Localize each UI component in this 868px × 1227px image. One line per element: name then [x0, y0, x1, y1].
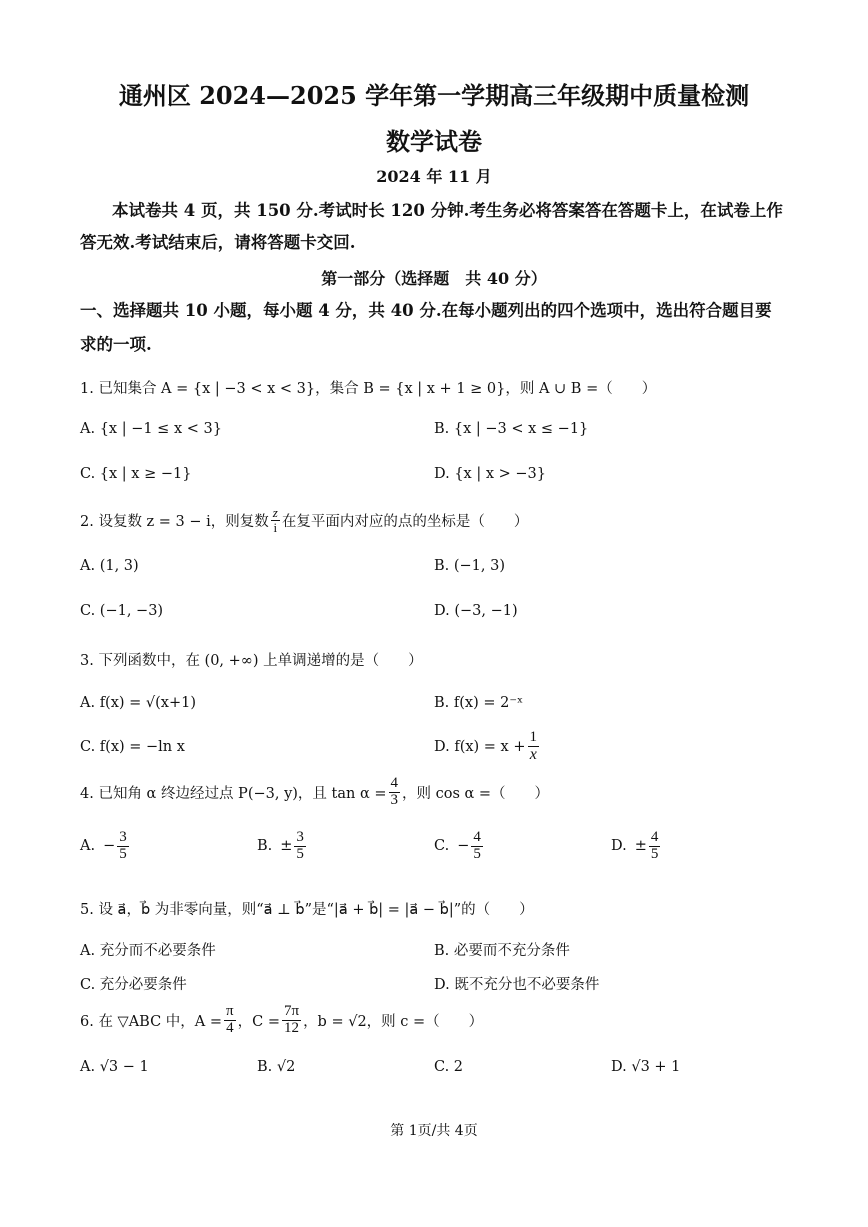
question-4-fraction [389, 776, 401, 809]
question-3-option-c: C. f(x) = −ln x [80, 739, 185, 755]
question-2-fraction [271, 506, 280, 534]
question-6-stem-post: ，b = √2，则 c =（ ） [303, 1013, 484, 1030]
fraction-denominator: 5 [119, 845, 127, 862]
question-1-option-d: D. {x | x > −3} [434, 466, 546, 482]
option-sign: − [457, 838, 470, 855]
option-sign: ± [280, 838, 293, 855]
fraction-denominator: 5 [296, 845, 304, 862]
question-2-option-a: A. (1, 3) [80, 558, 139, 574]
fraction-numerator: 4 [473, 829, 481, 845]
question-6-stem-pre: 6. 在 ▽ABC 中，A = [80, 1013, 223, 1030]
option-label: B. [257, 838, 273, 855]
question-1-stem: 1. 已知集合 A = {x | −3 < x < 3}，集合 B = {x | x + 1 ≥ 0}，则 A ∪ B =（ ） [80, 381, 657, 397]
instructions-line-2: 答无效.考试结束后，请将答题卡交回. [80, 233, 356, 252]
fraction-numerator: 1 [529, 729, 537, 745]
page-number: 第 1页/共 4页 [390, 1123, 478, 1139]
question-5-option-d: D. 既不充分也不必要条件 [434, 977, 600, 993]
question-2-stem [80, 506, 528, 534]
question-1-option-a: A. {x | −1 ≤ x < 3} [80, 421, 222, 437]
question-2-option-d: D. (−3, −1) [434, 603, 518, 619]
question-2-option-c: C. (−1, −3) [80, 603, 164, 619]
option-d-fraction [528, 730, 540, 764]
question-4-stem-pre: 4. 已知角 α 终边经过点 P(−3, y)，且 tan α = [80, 785, 387, 802]
section-instructions-line-1: 一、选择题共 10 小题，每小题 4 分，共 40 分.在每小题列出的四个选项中，选出符合题目要 [80, 301, 772, 320]
option-label: C. [434, 838, 450, 855]
question-1-option-c: C. {x | x ≥ −1} [80, 466, 192, 482]
question-4-stem-post: ，则 cos α =（ ） [402, 785, 550, 802]
instructions-line-1: 本试卷共 4 页，共 150 分.考试时长 120 分钟.考生务必将答案答在答题卡上，在试卷上作 [112, 201, 783, 220]
question-3-option-b: B. f(x) = 2⁻ˣ [434, 695, 524, 711]
question-5-option-a: A. 充分而不必要条件 [80, 943, 216, 959]
question-2-option-b: B. (−1, 3) [434, 558, 506, 574]
fraction-denominator: x [529, 745, 537, 763]
question-4-stem [80, 776, 549, 809]
fraction-numerator: 4 [390, 775, 398, 791]
fraction-numerator: z [272, 505, 278, 520]
question-6-option-c: C. 2 [434, 1059, 464, 1075]
fraction-numerator: 3 [296, 829, 304, 845]
question-4-option-b [257, 830, 308, 863]
question-4-option-c [434, 830, 485, 863]
question-5-option-b: B. 必要而不充分条件 [434, 943, 570, 959]
question-5-option-c: C. 充分必要条件 [80, 977, 187, 993]
question-6-stem [80, 1004, 483, 1037]
question-6-option-b: B. √2 [257, 1059, 296, 1075]
exam-date: 2024 年 11 月 [376, 167, 492, 186]
option-sign: ± [634, 838, 647, 855]
question-6-fraction-c [282, 1004, 301, 1037]
question-3-option-a: A. f(x) = √(x+1) [80, 695, 197, 711]
question-3-option-d [434, 730, 541, 764]
fraction-numerator: 4 [650, 829, 659, 845]
fraction-denominator: 3 [390, 791, 398, 808]
fraction-numerator: 7π [283, 1003, 300, 1019]
question-2-stem-pre: 2. 设复数 z = 3 − i，则复数 [80, 513, 269, 530]
exam-title: 通州区 2024—2025 学年第一学期高三年级期中质量检测 [118, 81, 750, 110]
question-3-stem: 3. 下列函数中，在 (0, +∞) 上单调递增的是（ ） [80, 653, 423, 669]
exam-subject: 数学试卷 [386, 127, 482, 156]
question-6-option-a: A. √3 − 1 [80, 1059, 149, 1075]
option-d-text: D. f(x) = x + [434, 738, 526, 755]
option-label: A. [80, 838, 96, 855]
fraction-denominator: 12 [284, 1019, 300, 1036]
fraction-denominator: i [273, 519, 278, 535]
question-5-stem: 5. 设 a⃗，b⃗ 为非零向量，则“a⃗ ⊥ b⃗”是“|a⃗ + b⃗| = |a⃗ − b⃗|”的（ ） [80, 902, 534, 918]
option-label: D. [611, 838, 627, 855]
option-sign: − [103, 838, 116, 855]
section-instructions-line-2: 求的一项. [80, 335, 152, 354]
question-6-stem-mid: ，C = [237, 1013, 280, 1030]
part1-heading: 第一部分（选择题 共 40 分） [321, 269, 547, 288]
question-2-stem-post: 在复平面内对应的点的坐标是（ ） [281, 513, 529, 530]
question-4-option-a [80, 830, 131, 863]
fraction-numerator: π [226, 1003, 234, 1019]
question-6-option-d: D. √3 + 1 [611, 1059, 681, 1075]
question-6-fraction-a [224, 1004, 236, 1037]
fraction-denominator: 5 [650, 845, 659, 862]
fraction-numerator: 3 [119, 829, 127, 845]
question-1-option-b: B. {x | −3 < x ≤ −1} [434, 421, 589, 437]
fraction-denominator: 5 [473, 845, 481, 862]
question-4-option-d [611, 830, 662, 863]
fraction-denominator: 4 [226, 1019, 234, 1036]
